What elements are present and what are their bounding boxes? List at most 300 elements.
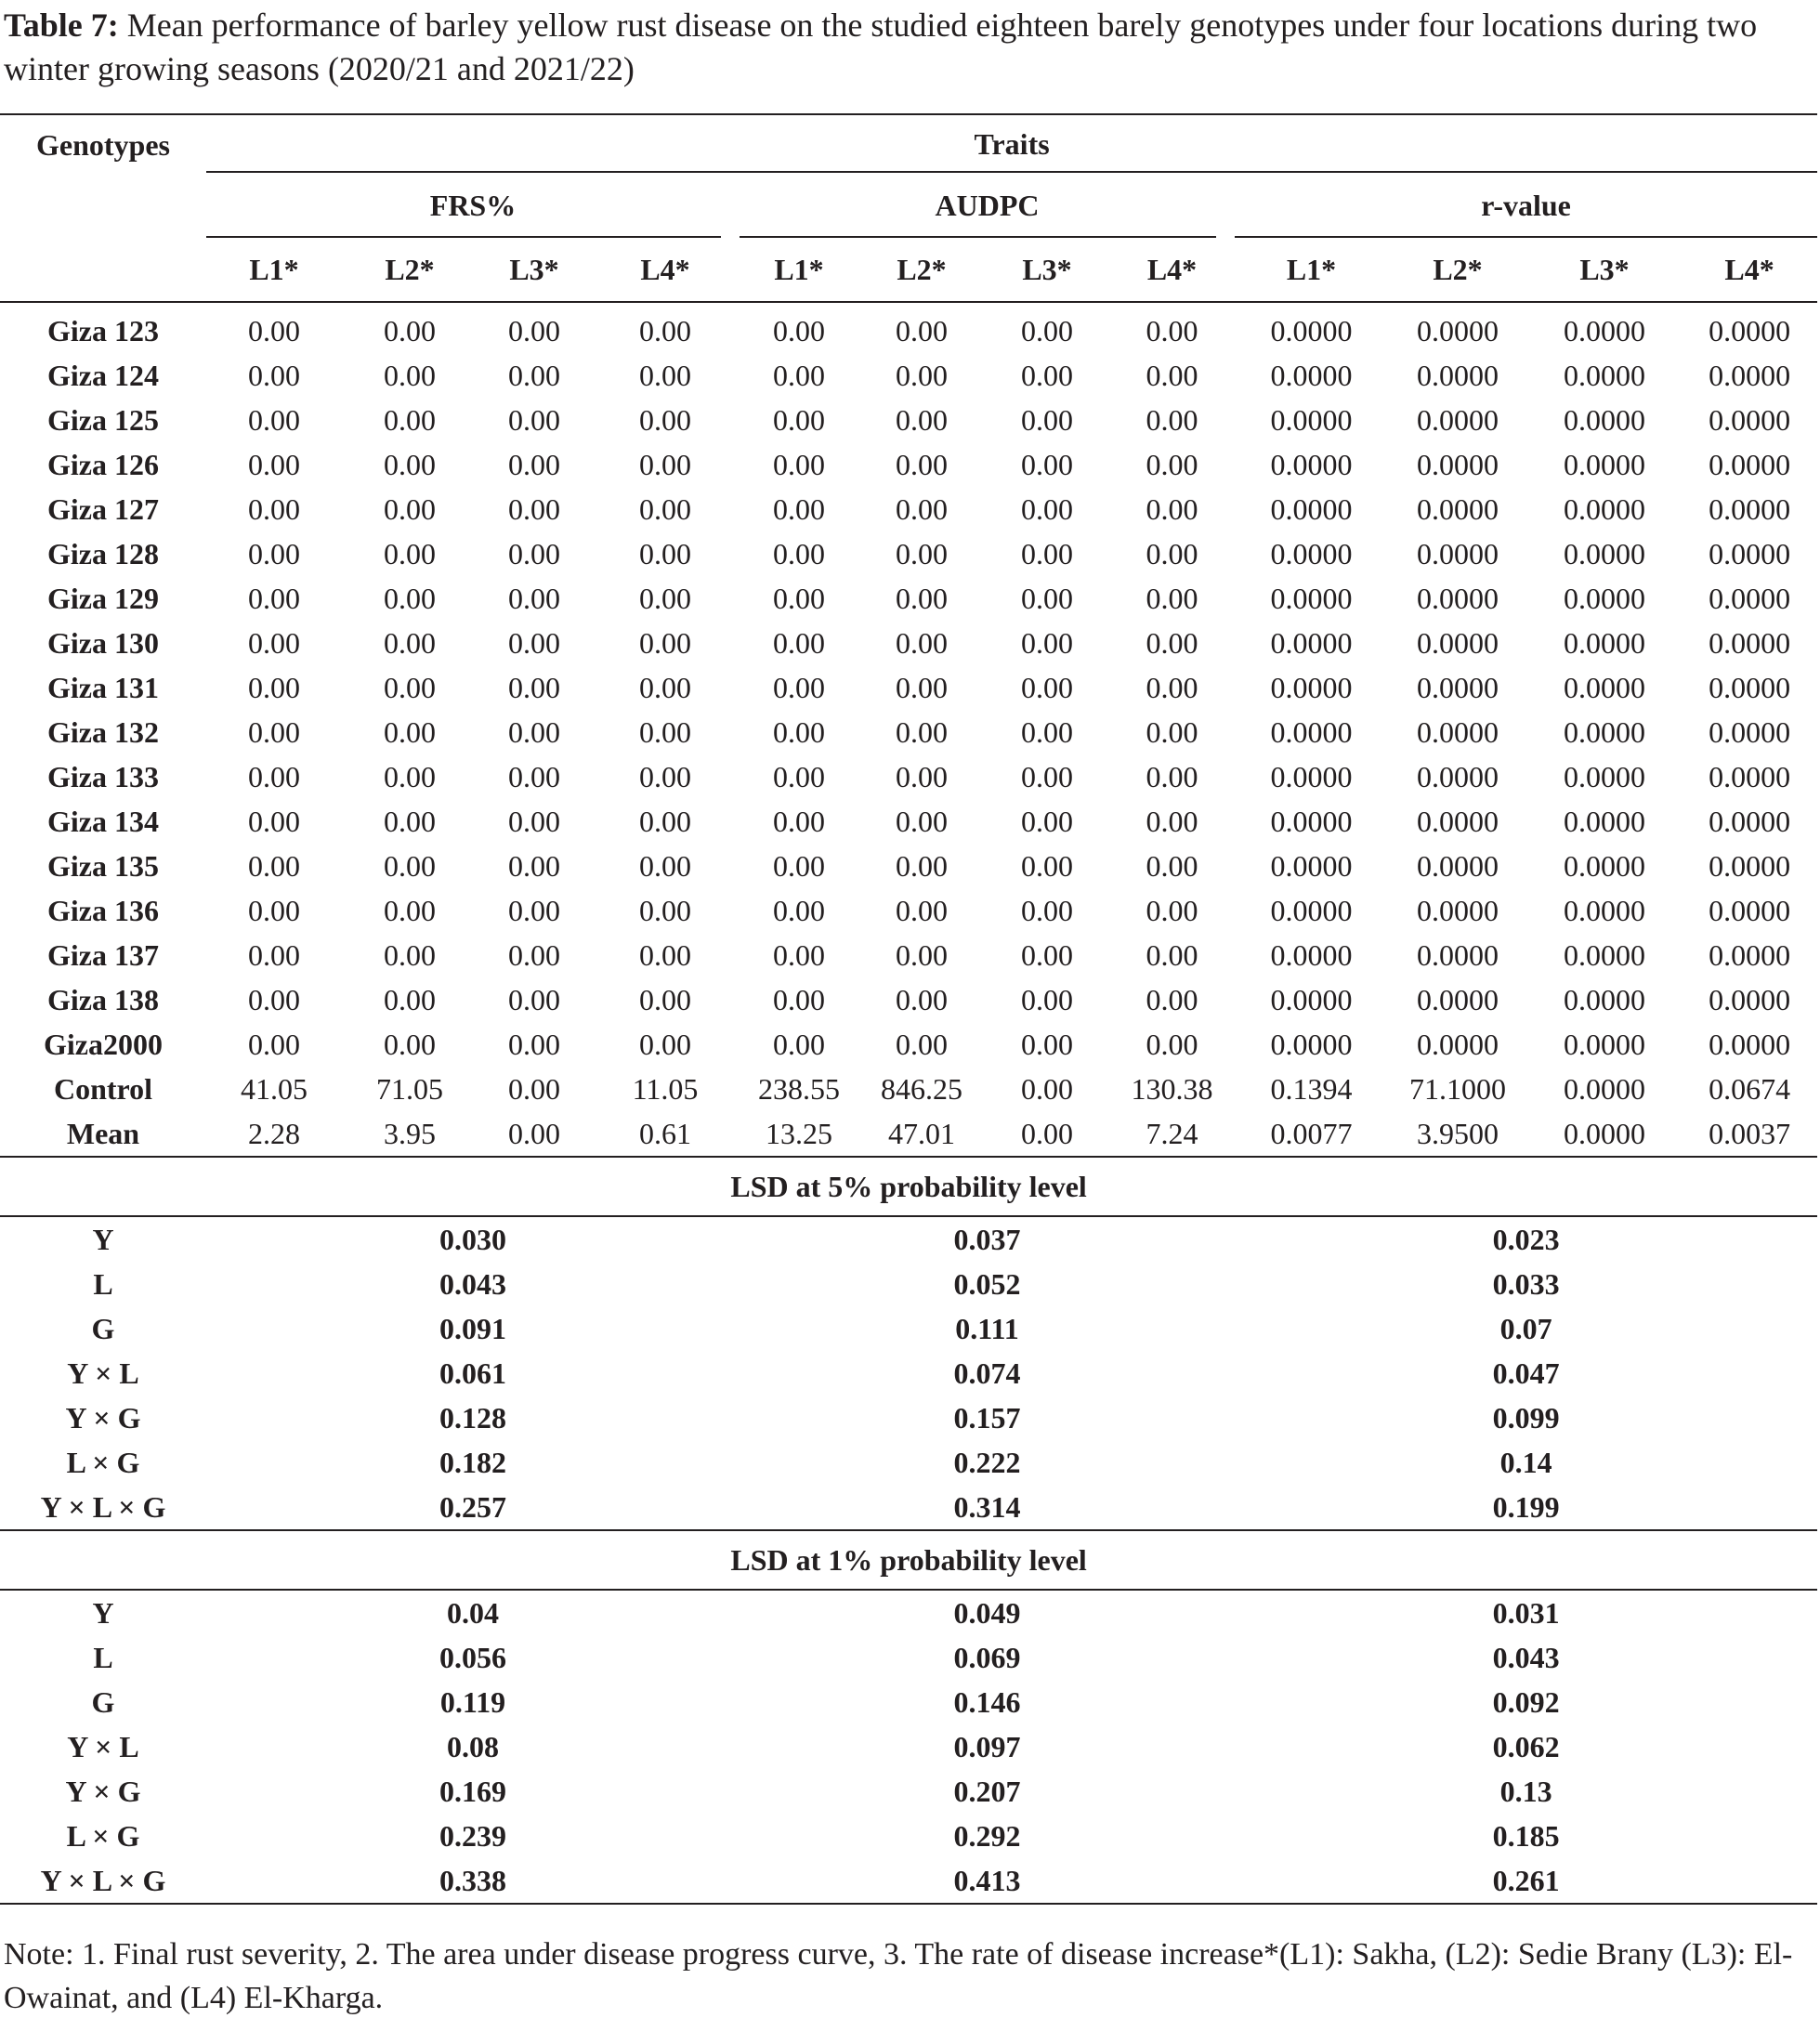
- table-row: [0, 888, 1817, 933]
- value-cell: 0.00: [248, 670, 300, 704]
- value-cell: 0.00: [639, 804, 691, 838]
- value-cell: 0.0077: [1270, 1116, 1353, 1150]
- value-cell: 71.05: [376, 1071, 443, 1106]
- value-cell: 0.00: [1021, 536, 1073, 570]
- lsd-factor: G: [91, 1684, 115, 1719]
- lsd-row: [0, 1440, 1817, 1485]
- value-cell: 0.0000: [1417, 625, 1499, 660]
- lsd-r-value: 0.261: [1235, 1858, 1817, 1904]
- value-cell: 0.00: [248, 937, 300, 972]
- value-cell: 0.00: [896, 670, 948, 704]
- lsd-frs-value: 0.061: [439, 1356, 506, 1390]
- value-cell: 0.00: [639, 491, 691, 526]
- value-cell: 3.9500: [1417, 1116, 1499, 1150]
- lsd-row: [0, 1680, 1817, 1724]
- header-location: L2*: [858, 238, 985, 302]
- lsd-row: [0, 1769, 1817, 1814]
- value-cell: 0.00: [639, 982, 691, 1016]
- value-cell: 0.00: [1146, 447, 1198, 481]
- value-cell: 0.0000: [1564, 1116, 1645, 1150]
- value-cell: 0.00: [384, 402, 436, 437]
- value-cell: 0.0000: [1270, 937, 1353, 972]
- value-cell: 0.0000: [1270, 759, 1353, 793]
- header-location: L4*: [1682, 238, 1817, 302]
- genotype-cell: Giza 130: [47, 625, 159, 660]
- value-cell: 0.00: [1146, 491, 1198, 526]
- value-cell: 0.00: [248, 447, 300, 481]
- lsd-heading-row: [0, 1530, 1817, 1590]
- value-cell: 0.1394: [1270, 1071, 1353, 1106]
- lsd-audpc-value: 0.111: [955, 1311, 1019, 1345]
- lsd-row: [0, 1485, 1817, 1530]
- genotype-cell: Giza 135: [47, 848, 159, 883]
- value-cell: 0.00: [773, 581, 825, 615]
- value-cell: 0.0000: [1709, 402, 1791, 437]
- value-cell: 0.00: [1146, 625, 1198, 660]
- value-cell: 47.01: [888, 1116, 955, 1150]
- value-cell: 0.0000: [1709, 893, 1791, 927]
- header-location: L4*: [591, 238, 740, 302]
- header-traits-label: Traits: [974, 126, 1050, 161]
- value-cell: 0.00: [896, 491, 948, 526]
- lsd-heading: LSD at 1% probability level: [0, 1530, 1817, 1590]
- value-cell: 0.00: [1021, 937, 1073, 972]
- value-cell: 0.0000: [1270, 536, 1353, 570]
- table-row: [0, 799, 1817, 844]
- value-cell: 0.00: [248, 313, 300, 347]
- table-note: Note: 1. Final rust severity, 2. The area under disease progress curve, 3. The rate of disease increase*(L1): Sakha, (L2): Sedie Brany (L3): El-Owainat, and (L4) El-Kharga.: [4, 1937, 1793, 2015]
- value-cell: 0.0000: [1417, 714, 1499, 749]
- value-cell: 0.00: [384, 1027, 436, 1061]
- table-row: [0, 844, 1817, 888]
- lsd-audpc-value: 0.207: [953, 1774, 1021, 1808]
- value-cell: 0.00: [1021, 759, 1073, 793]
- value-cell: 0.00: [896, 358, 948, 392]
- value-cell: 0.00: [508, 804, 560, 838]
- genotype-cell: Giza 125: [47, 402, 159, 437]
- value-cell: 0.00: [384, 714, 436, 749]
- lsd-audpc-value: 0.037: [953, 1222, 1021, 1256]
- value-cell: 0.00: [773, 1027, 825, 1061]
- lsd-audpc-value: 0.097: [953, 1729, 1021, 1763]
- value-cell: 0.00: [248, 759, 300, 793]
- value-cell: 0.00: [1146, 402, 1198, 437]
- value-cell: 0.00: [384, 313, 436, 347]
- value-cell: 0.0000: [1417, 447, 1499, 481]
- value-cell: 0.0000: [1270, 491, 1353, 526]
- lsd-row: [0, 1395, 1817, 1440]
- value-cell: 0.0000: [1564, 358, 1645, 392]
- value-cell: 0.00: [773, 937, 825, 972]
- value-cell: 0.0000: [1417, 536, 1499, 570]
- value-cell: 0.00: [508, 893, 560, 927]
- lsd-audpc-value: 0.074: [953, 1356, 1021, 1390]
- value-cell: 0.0000: [1270, 893, 1353, 927]
- value-cell: 0.00: [896, 1027, 948, 1061]
- value-cell: 0.00: [639, 1027, 691, 1061]
- value-cell: 0.00: [896, 848, 948, 883]
- value-cell: 0.00: [1021, 491, 1073, 526]
- value-cell: 0.00: [639, 358, 691, 392]
- header-location: L3*: [478, 238, 591, 302]
- value-cell: 0.00: [639, 714, 691, 749]
- value-cell: 0.00: [896, 937, 948, 972]
- value-cell: 0.00: [1021, 313, 1073, 347]
- value-cell: 0.00: [1021, 714, 1073, 749]
- lsd-frs-value: 0.119: [439, 1684, 506, 1719]
- value-cell: 0.0000: [1417, 581, 1499, 615]
- value-cell: 0.00: [773, 536, 825, 570]
- value-cell: 0.0000: [1709, 759, 1791, 793]
- value-cell: 0.0000: [1564, 1071, 1645, 1106]
- genotype-cell: Giza 133: [47, 759, 159, 793]
- table-row: [0, 302, 1817, 353]
- group-label: AUDPC: [935, 188, 1040, 222]
- value-cell: 0.00: [773, 893, 825, 927]
- value-cell: 0.00: [1021, 893, 1073, 927]
- lsd-audpc-value: 0.157: [953, 1400, 1021, 1435]
- lsd-frs-value: 0.043: [439, 1266, 506, 1301]
- value-cell: 0.0000: [1564, 937, 1645, 972]
- value-cell: 0.00: [384, 581, 436, 615]
- lsd-r-value: 0.062: [1492, 1729, 1560, 1763]
- value-cell: 0.0000: [1564, 893, 1645, 927]
- value-cell: 0.0000: [1709, 670, 1791, 704]
- value-cell: 0.0000: [1270, 447, 1353, 481]
- lsd-factor: Y: [92, 1222, 114, 1256]
- value-cell: 0.00: [773, 358, 825, 392]
- value-cell: 0.00: [1146, 313, 1198, 347]
- lsd-audpc-value: 0.292: [953, 1818, 1021, 1853]
- value-cell: 0.0000: [1417, 982, 1499, 1016]
- genotype-cell: Giza 136: [47, 893, 159, 927]
- value-cell: 846.25: [881, 1071, 962, 1106]
- value-cell: 0.00: [508, 625, 560, 660]
- lsd-row: [0, 1858, 1817, 1904]
- header-group-audpc: [740, 173, 1235, 238]
- value-cell: 0.0000: [1270, 1027, 1353, 1061]
- table-row: [0, 621, 1817, 665]
- value-cell: 0.00: [508, 848, 560, 883]
- header-location: L1*: [206, 238, 342, 302]
- value-cell: 0.00: [896, 982, 948, 1016]
- lsd-r-value: 0.13: [1499, 1774, 1552, 1808]
- value-cell: 0.00: [384, 491, 436, 526]
- value-cell: 0.00: [896, 804, 948, 838]
- lsd-row: [0, 1814, 1817, 1858]
- value-cell: 0.00: [1146, 893, 1198, 927]
- value-cell: 0.00: [508, 759, 560, 793]
- value-cell: 0.00: [1021, 1071, 1073, 1106]
- value-cell: 0.00: [1021, 402, 1073, 437]
- value-cell: 0.0000: [1709, 848, 1791, 883]
- value-cell: 0.0000: [1564, 982, 1645, 1016]
- value-cell: 0.00: [896, 714, 948, 749]
- value-cell: 0.00: [384, 447, 436, 481]
- value-cell: 0.0000: [1564, 491, 1645, 526]
- lsd-factor: L × G: [66, 1445, 140, 1479]
- value-cell: 0.00: [773, 402, 825, 437]
- value-cell: 0.0000: [1270, 804, 1353, 838]
- value-cell: 0.00: [639, 893, 691, 927]
- value-cell: 0.00: [639, 670, 691, 704]
- table-row: [0, 754, 1817, 799]
- header-location: L2*: [342, 238, 478, 302]
- lsd-factor: Y × L: [67, 1729, 139, 1763]
- genotype-cell: Giza 131: [47, 670, 159, 704]
- value-cell: 0.00: [896, 313, 948, 347]
- value-cell: 0.0000: [1564, 804, 1645, 838]
- lsd-factor: Y × G: [65, 1400, 141, 1435]
- value-cell: 0.00: [1021, 581, 1073, 615]
- value-cell: 0.0000: [1564, 402, 1645, 437]
- lsd-row: [0, 1351, 1817, 1395]
- genotype-cell: Giza 137: [47, 937, 159, 972]
- lsd-frs-value: 0.182: [439, 1445, 506, 1479]
- value-cell: 0.00: [1146, 581, 1198, 615]
- value-cell: 0.0000: [1564, 848, 1645, 883]
- value-cell: 0.00: [773, 625, 825, 660]
- value-cell: 0.00: [508, 402, 560, 437]
- results-table: [0, 113, 1817, 1905]
- value-cell: 0.00: [896, 447, 948, 481]
- value-cell: 0.0000: [1709, 581, 1791, 615]
- value-cell: 0.00: [896, 625, 948, 660]
- value-cell: 0.00: [248, 625, 300, 660]
- value-cell: 0.00: [1021, 1027, 1073, 1061]
- lsd-frs-value: 0.128: [439, 1400, 506, 1435]
- lsd-frs-value: 0.257: [206, 1485, 740, 1530]
- lsd-frs-value: 0.04: [447, 1595, 499, 1630]
- group-underline: [740, 236, 1216, 238]
- value-cell: 0.00: [248, 804, 300, 838]
- value-cell: 0.00: [896, 759, 948, 793]
- lsd-frs-value: 0.169: [439, 1774, 506, 1808]
- table-row: [0, 576, 1817, 621]
- lsd-audpc-value: 0.052: [953, 1266, 1021, 1301]
- value-cell: 0.0000: [1709, 447, 1791, 481]
- value-cell: 0.00: [1146, 358, 1198, 392]
- lsd-r-value: 0.033: [1492, 1266, 1560, 1301]
- lsd-row: [0, 1306, 1817, 1351]
- header-genotypes: Genotypes: [0, 114, 206, 302]
- value-cell: 0.0000: [1564, 581, 1645, 615]
- value-cell: 0.00: [508, 491, 560, 526]
- lsd-frs-value: 0.08: [447, 1729, 499, 1763]
- value-cell: 0.0000: [1417, 491, 1499, 526]
- value-cell: 71.1000: [1409, 1071, 1506, 1106]
- value-cell: 0.00: [384, 358, 436, 392]
- lsd-row: [0, 1724, 1817, 1769]
- table-row: [0, 398, 1817, 442]
- value-cell: 0.0000: [1709, 937, 1791, 972]
- value-cell: 0.00: [508, 1071, 560, 1106]
- value-cell: 238.55: [758, 1071, 840, 1106]
- lsd-r-value: 0.07: [1499, 1311, 1552, 1345]
- value-cell: 0.0000: [1709, 491, 1791, 526]
- value-cell: 0.00: [639, 313, 691, 347]
- lsd-r-value: 0.14: [1499, 1445, 1552, 1479]
- header-location: L4*: [1109, 238, 1235, 302]
- value-cell: 0.00: [639, 536, 691, 570]
- lsd-r-value: 0.099: [1492, 1400, 1560, 1435]
- table-row: [0, 353, 1817, 398]
- lsd-row: [0, 1216, 1817, 1262]
- value-cell: 0.00: [384, 625, 436, 660]
- table-header: [0, 114, 1817, 302]
- value-cell: 0.0000: [1564, 447, 1645, 481]
- value-cell: 0.0000: [1417, 670, 1499, 704]
- lsd-audpc-value: 0.314: [740, 1485, 1235, 1530]
- table-row: [0, 977, 1817, 1022]
- table-row: [0, 487, 1817, 531]
- value-cell: 41.05: [241, 1071, 308, 1106]
- value-cell: 0.00: [248, 491, 300, 526]
- value-cell: 0.00: [1021, 670, 1073, 704]
- value-cell: 0.00: [896, 536, 948, 570]
- table-row: [0, 933, 1817, 977]
- value-cell: 0.0000: [1709, 536, 1791, 570]
- header-location: L1*: [1235, 238, 1388, 302]
- value-cell: 0.00: [773, 313, 825, 347]
- value-cell: 0.0000: [1709, 313, 1791, 347]
- genotype-cell: Giza 132: [47, 714, 159, 749]
- value-cell: 0.0000: [1417, 937, 1499, 972]
- value-cell: 0.0000: [1270, 313, 1353, 347]
- value-cell: 0.00: [773, 714, 825, 749]
- value-cell: 0.00: [508, 937, 560, 972]
- lsd-frs-value: 0.239: [439, 1818, 506, 1853]
- value-cell: 0.00: [508, 670, 560, 704]
- value-cell: 0.00: [248, 848, 300, 883]
- value-cell: 0.00: [384, 893, 436, 927]
- table-body: [0, 302, 1817, 1157]
- value-cell: 11.05: [632, 1071, 699, 1106]
- caption-text: Mean performance of barley yellow rust disease on the studied eighteen barely genotypes under four locations during two winter growing seasons (2020/21 and 2021/22): [4, 7, 1758, 87]
- value-cell: 0.00: [1021, 447, 1073, 481]
- lsd-frs-value: 0.338: [206, 1858, 740, 1904]
- value-cell: 0.00: [1146, 714, 1198, 749]
- genotype-cell: Mean: [66, 1116, 140, 1150]
- value-cell: 0.0000: [1709, 1027, 1791, 1061]
- value-cell: 0.0000: [1564, 625, 1645, 660]
- value-cell: 0.00: [508, 313, 560, 347]
- genotype-cell: Giza 126: [47, 447, 159, 481]
- value-cell: 0.0000: [1564, 670, 1645, 704]
- value-cell: 0.00: [773, 670, 825, 704]
- table-caption: [4, 4, 1815, 91]
- lsd-row: [0, 1590, 1817, 1635]
- value-cell: 0.00: [248, 1027, 300, 1061]
- value-cell: 0.00: [773, 804, 825, 838]
- value-cell: 0.00: [896, 893, 948, 927]
- group-label: r-value: [1481, 188, 1571, 222]
- value-cell: 0.00: [384, 937, 436, 972]
- value-cell: 7.24: [1146, 1116, 1198, 1150]
- value-cell: 0.00: [773, 491, 825, 526]
- header-location: L1*: [740, 238, 858, 302]
- group-underline: [206, 236, 721, 238]
- value-cell: 2.28: [248, 1116, 300, 1150]
- table-row: [0, 710, 1817, 754]
- value-cell: 0.00: [1146, 848, 1198, 883]
- value-cell: 0.0000: [1417, 893, 1499, 927]
- header-group-frs: [206, 173, 740, 238]
- value-cell: 0.0000: [1270, 982, 1353, 1016]
- value-cell: 0.00: [1146, 1027, 1198, 1061]
- value-cell: 0.00: [639, 937, 691, 972]
- genotype-cell: Giza 124: [47, 358, 159, 392]
- value-cell: 0.0000: [1270, 625, 1353, 660]
- lsd-row: [0, 1635, 1817, 1680]
- value-cell: 0.00: [248, 714, 300, 749]
- value-cell: 0.00: [773, 447, 825, 481]
- value-cell: 0.00: [639, 759, 691, 793]
- value-cell: 0.00: [248, 536, 300, 570]
- lsd-r-value: 0.185: [1492, 1818, 1560, 1853]
- lsd-row: [0, 1262, 1817, 1306]
- value-cell: 0.0000: [1709, 625, 1791, 660]
- value-cell: 130.38: [1131, 1071, 1213, 1106]
- genotype-cell: Giza2000: [44, 1027, 163, 1061]
- genotype-cell: Giza 123: [47, 313, 159, 347]
- lsd-factor: Y × G: [65, 1774, 141, 1808]
- value-cell: 0.0000: [1564, 313, 1645, 347]
- lsd-audpc-value: 0.413: [740, 1858, 1235, 1904]
- value-cell: 0.0000: [1417, 358, 1499, 392]
- value-cell: 0.0000: [1564, 536, 1645, 570]
- value-cell: 0.00: [248, 581, 300, 615]
- lsd-heading-row: [0, 1157, 1817, 1216]
- value-cell: 0.00: [248, 358, 300, 392]
- value-cell: 3.95: [384, 1116, 436, 1150]
- value-cell: 0.00: [773, 848, 825, 883]
- lsd-factor: L: [93, 1266, 113, 1301]
- value-cell: 0.0000: [1270, 358, 1353, 392]
- header-group-r-value: [1235, 173, 1817, 238]
- value-cell: 0.0000: [1270, 714, 1353, 749]
- lsd-factor: Y: [92, 1595, 114, 1630]
- lsd-r-value: 0.199: [1235, 1485, 1817, 1530]
- value-cell: 0.0000: [1709, 358, 1791, 392]
- value-cell: 0.00: [384, 536, 436, 570]
- value-cell: 0.00: [508, 581, 560, 615]
- value-cell: 0.00: [639, 447, 691, 481]
- value-cell: 0.0000: [1270, 581, 1353, 615]
- value-cell: 0.00: [1146, 670, 1198, 704]
- value-cell: 0.00: [639, 581, 691, 615]
- header-traits: [206, 114, 1817, 173]
- genotype-cell: Giza 128: [47, 536, 159, 570]
- lsd-frs-value: 0.030: [439, 1222, 506, 1256]
- caption-label: Table 7:: [4, 7, 119, 44]
- value-cell: 0.00: [896, 402, 948, 437]
- value-cell: 0.0000: [1270, 848, 1353, 883]
- value-cell: 0.00: [639, 625, 691, 660]
- value-cell: 0.00: [773, 759, 825, 793]
- value-cell: 0.00: [1021, 982, 1073, 1016]
- value-cell: 0.00: [384, 670, 436, 704]
- table-row: [0, 442, 1817, 487]
- value-cell: 0.0000: [1417, 1027, 1499, 1061]
- table-row: [0, 1067, 1817, 1111]
- lsd-factor: Y × L: [67, 1356, 139, 1390]
- value-cell: 13.25: [766, 1116, 832, 1150]
- value-cell: 0.00: [1146, 982, 1198, 1016]
- value-cell: 0.00: [896, 581, 948, 615]
- lsd-audpc-value: 0.146: [953, 1684, 1021, 1719]
- value-cell: 0.0000: [1417, 402, 1499, 437]
